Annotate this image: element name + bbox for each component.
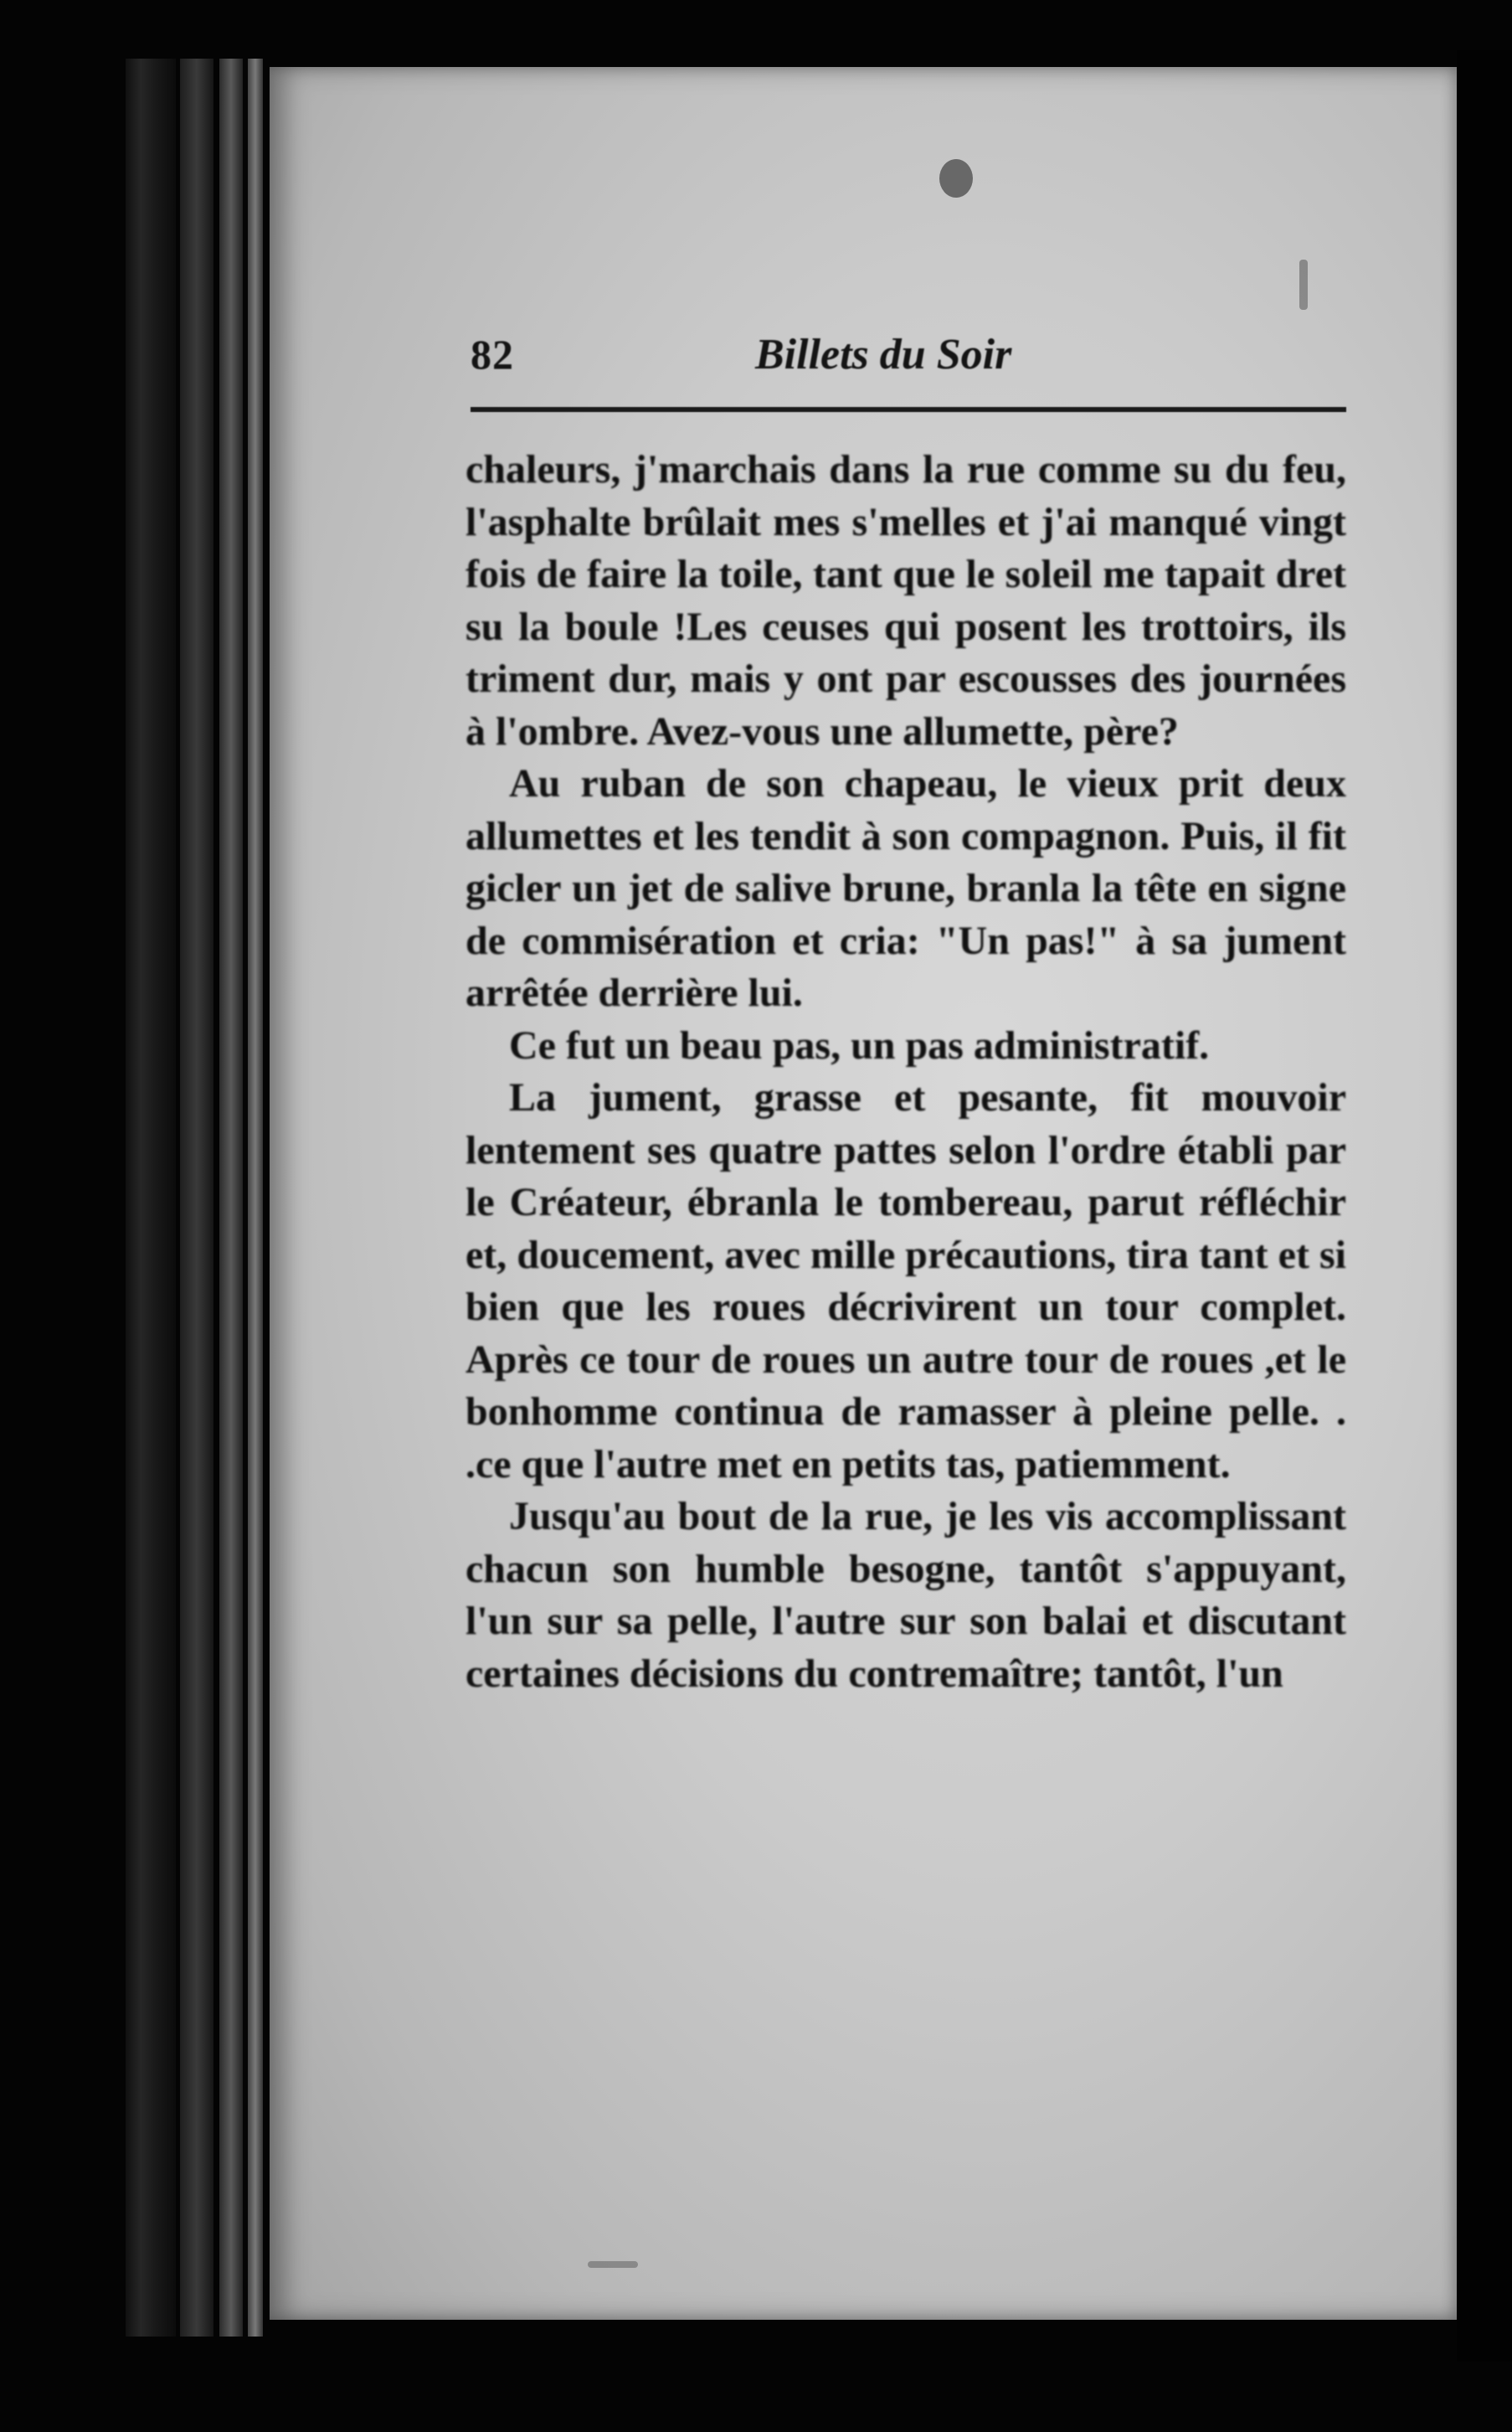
body-text	[465, 444, 1346, 1700]
scan-border	[1457, 50, 1512, 2362]
page-edge	[248, 59, 263, 2337]
paragraph: La jument, grasse et pesante, fit mouvoir lentement ses quatre pattes selon l'ordre établi par le Créateur, ébranla le tombereau, parut réfléchir et, doucement, avec mille précautions, tira tant et si bien que les roues décrivirent un tour complet. Après ce tour de roues un autre tour de roues ,et le bonhomme continua de ramasser à pleine pelle. . .ce que l'autre met en petits tas, patiemment.	[465, 1075, 1346, 1487]
paragraph: Au ruban de son chapeau, le vieux prit deux allumettes et les tendit à son compagnon. Puis, il fit gicler un jet de salive brune, branla la tête en signe de commisération et cria: "Un pas!" à sa jument arrêtée derrière lui.	[465, 761, 1346, 1015]
dust-speck	[939, 159, 973, 198]
header-rule	[471, 407, 1346, 412]
page-edge	[126, 59, 176, 2337]
page-edge	[180, 59, 213, 2337]
page-number: 82	[471, 331, 514, 378]
paragraph: Ce fut un beau pas, un pas administratif.	[509, 1023, 1210, 1068]
dust-speck	[588, 2261, 638, 2268]
page-header	[471, 325, 1346, 384]
dust-speck	[1299, 260, 1308, 310]
page-edge	[219, 59, 243, 2337]
running-title: Billets du Soir	[755, 331, 1012, 379]
paragraph: Jusqu'au bout de la rue, je les vis accomplissant chacun son humble besogne, tantôt s'appuyant, l'un sur sa pelle, l'autre sur son balai et discutant certaines décisions du contremaître; tantôt, l'un	[465, 1494, 1346, 1696]
paragraph: chaleurs, j'marchais dans la rue comme su du feu, l'asphalte brûlait mes s'melles et j'ai manqué vingt fois de faire la toile, tant que le soleil me tapait dret su la boule !Les ceuses qui posent les trottoirs, ils triment dur, mais y ont par escousses des journées à l'ombre. Avez-vous une allumette, père?	[465, 447, 1346, 754]
